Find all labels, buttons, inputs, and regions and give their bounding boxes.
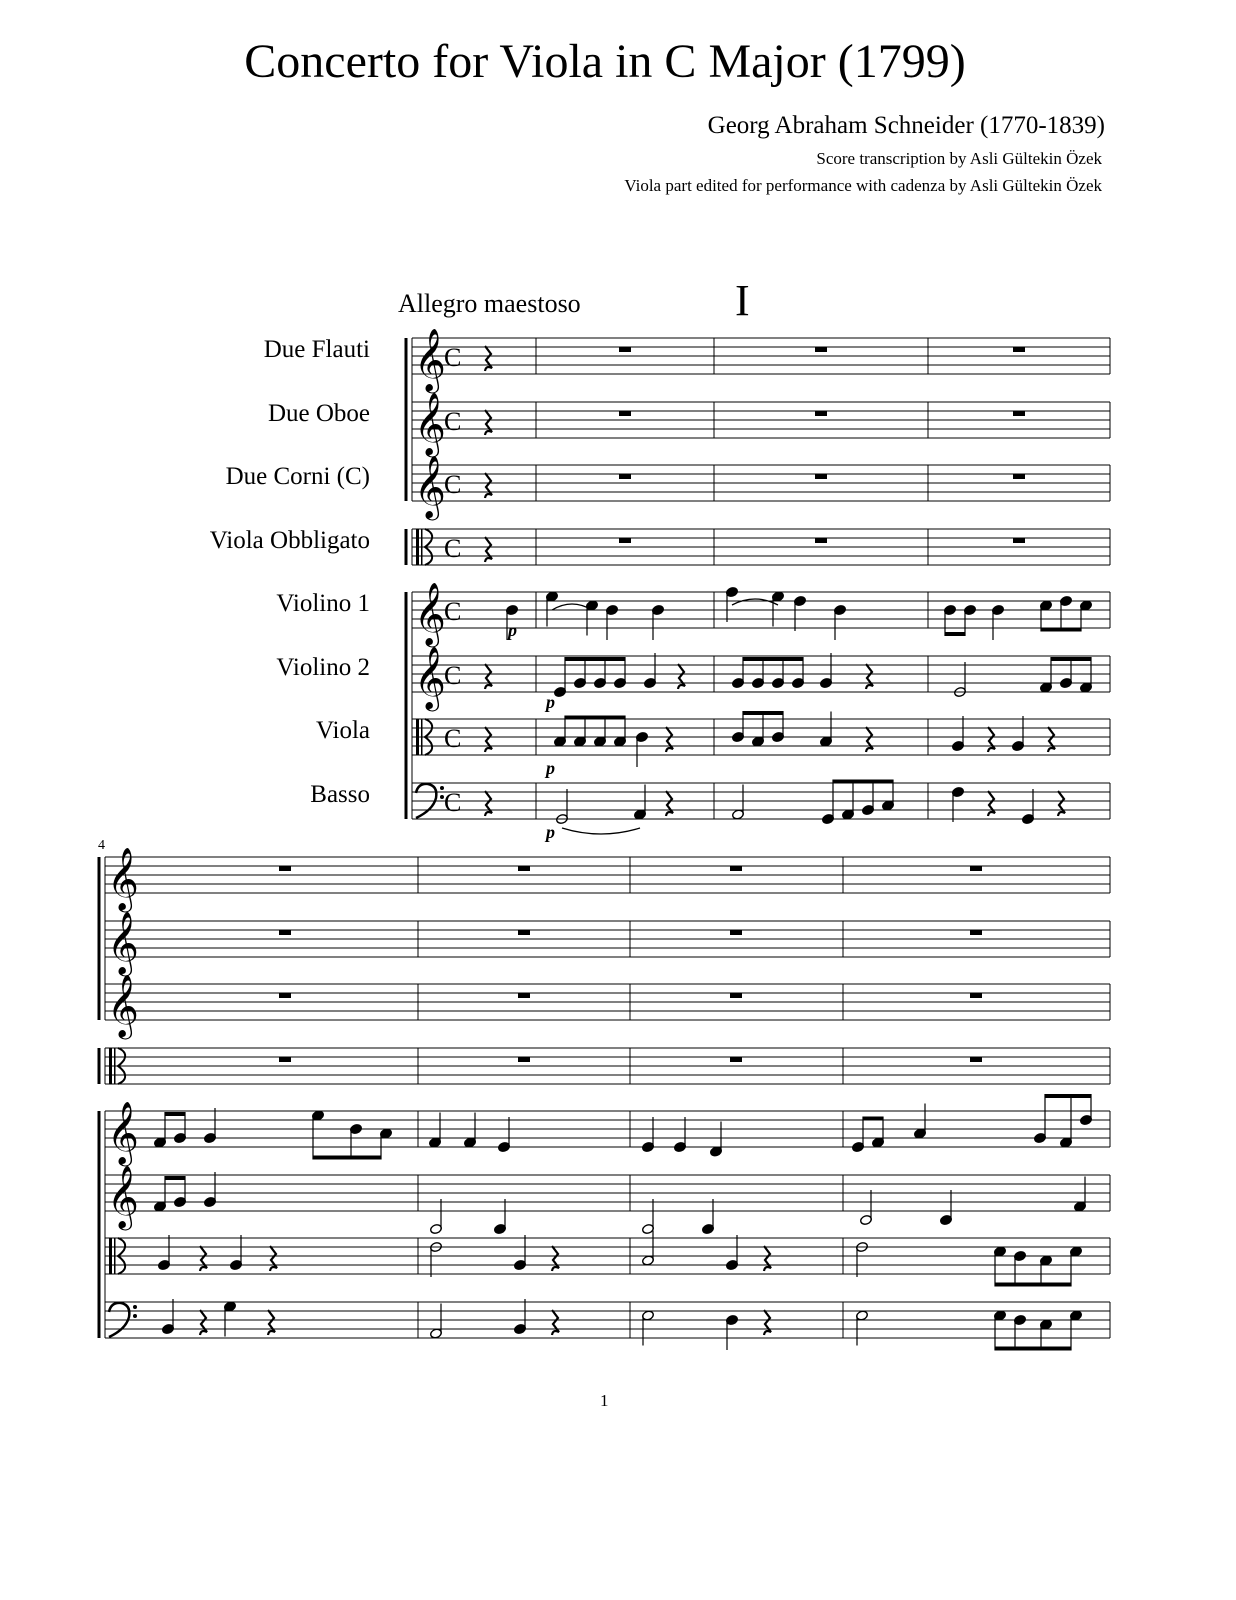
whole-rest — [1013, 347, 1025, 352]
treble-clef: 𝄞 — [107, 974, 139, 1037]
time-signature: C — [444, 343, 462, 372]
quarter-rest — [270, 1246, 277, 1271]
slur — [562, 828, 640, 834]
instrument-label-viola: Viola — [315, 717, 370, 744]
whole-rest — [730, 1057, 742, 1062]
whole-rest — [1013, 474, 1025, 479]
whole-rest — [970, 866, 982, 871]
treble-clef: 𝄞 — [414, 328, 446, 391]
time-signature: C — [444, 470, 462, 499]
whole-rest — [518, 993, 530, 998]
whole-rest — [970, 930, 982, 935]
treble-clef: 𝄞 — [414, 582, 446, 645]
quarter-rest — [200, 1310, 207, 1335]
quarter-rest — [678, 664, 685, 689]
page-number: 1 — [600, 1391, 609, 1410]
alto-clef — [421, 719, 423, 755]
bass-clef — [133, 1305, 137, 1309]
note-beam — [833, 780, 893, 784]
instrument-label-basso: Basso — [310, 781, 370, 808]
treble-clef: 𝄞 — [414, 392, 446, 455]
note-beam — [945, 632, 965, 636]
alto-clef — [114, 1238, 116, 1274]
composer-credit: Georg Abraham Schneider (1770-1839) — [707, 112, 1105, 139]
whole-rest — [815, 538, 827, 543]
note-beam — [743, 657, 803, 661]
quarter-rest — [485, 410, 492, 435]
time-signature: C — [444, 597, 462, 626]
quarter-rest — [485, 727, 492, 752]
whole-rest — [279, 866, 291, 871]
instrument-label-flauti: Due Flauti — [263, 336, 370, 363]
whole-rest — [815, 474, 827, 479]
time-signature: C — [444, 407, 462, 436]
note-beam — [313, 1156, 381, 1160]
treble-clef: 𝄞 — [414, 455, 446, 518]
whole-rest — [970, 1057, 982, 1062]
time-signature: C — [444, 724, 462, 753]
quarter-rest — [268, 1310, 275, 1335]
whole-rest — [279, 1057, 291, 1062]
whole-rest — [815, 411, 827, 416]
whole-rest — [518, 1057, 530, 1062]
quarter-rest — [866, 664, 873, 689]
alto-clef — [114, 1048, 116, 1084]
note-beam — [863, 1117, 883, 1121]
note-beam — [995, 1283, 1071, 1287]
quarter-rest — [764, 1310, 771, 1335]
alto-clef — [416, 529, 419, 565]
score-title: Concerto for Viola in C Major (1799) — [244, 35, 966, 88]
treble-clef: 𝄞 — [107, 911, 139, 974]
whole-rest — [279, 993, 291, 998]
quarter-rest — [552, 1310, 559, 1335]
time-signature: C — [444, 788, 462, 817]
alto-clef — [109, 1238, 112, 1274]
treble-clef: 𝄞 — [107, 1165, 139, 1228]
alto-clef — [416, 719, 419, 755]
quarter-rest — [485, 346, 492, 371]
whole-rest — [619, 411, 631, 416]
note-beam — [995, 1347, 1071, 1351]
movement-number: I — [735, 276, 750, 325]
note-beam — [565, 657, 625, 661]
dynamic-piano: p — [508, 620, 517, 640]
instrument-label-viola-obbligato: Viola Obbligato — [209, 527, 370, 554]
quarter-rest — [866, 727, 873, 752]
whole-rest — [518, 866, 530, 871]
dynamic-piano: p — [546, 822, 555, 842]
treble-clef: 𝄞 — [107, 847, 139, 910]
time-signature: C — [444, 534, 462, 563]
whole-rest — [619, 347, 631, 352]
treble-clef: 𝄞 — [107, 1101, 139, 1164]
whole-rest — [730, 993, 742, 998]
bass-clef — [133, 1314, 137, 1318]
quarter-rest — [666, 727, 673, 752]
note-beam — [1045, 1094, 1091, 1098]
quarter-rest — [764, 1246, 771, 1271]
note-beam — [165, 1112, 185, 1116]
whole-rest — [1013, 411, 1025, 416]
whole-rest — [730, 866, 742, 871]
dynamic-piano: p — [546, 758, 555, 778]
quarter-rest — [485, 537, 492, 562]
slur — [732, 599, 778, 605]
whole-rest — [619, 538, 631, 543]
quarter-rest — [552, 1246, 559, 1271]
alto-clef — [109, 1048, 112, 1084]
quarter-rest — [200, 1246, 207, 1271]
quarter-rest — [485, 791, 492, 816]
instrument-label-corni: Due Corni (C) — [225, 463, 370, 490]
whole-rest — [1013, 538, 1025, 543]
quarter-rest — [1048, 727, 1055, 752]
note-beam — [165, 1176, 185, 1180]
slur — [552, 604, 592, 610]
instrument-label-violino-2: Violino 2 — [276, 654, 370, 681]
whole-rest — [279, 930, 291, 935]
whole-rest — [518, 930, 530, 935]
quarter-rest — [1058, 791, 1065, 816]
treble-clef: 𝄞 — [414, 646, 446, 709]
alto-clef — [421, 529, 423, 565]
instrument-label-oboe: Due Oboe — [267, 400, 370, 427]
note-beam — [1051, 657, 1091, 661]
quarter-rest — [485, 664, 492, 689]
transcription-credit: Score transcription by Asli Gültekin Özek — [816, 149, 1102, 168]
whole-rest — [815, 347, 827, 352]
quarter-rest — [485, 473, 492, 498]
quarter-rest — [988, 791, 995, 816]
whole-rest — [619, 474, 631, 479]
quarter-rest — [988, 727, 995, 752]
whole-rest — [730, 930, 742, 935]
measure-number: 4 — [98, 838, 105, 853]
time-signature: C — [444, 661, 462, 690]
note-beam — [1041, 628, 1081, 632]
dynamic-piano: p — [546, 692, 555, 712]
quarter-rest — [666, 791, 673, 816]
tempo-marking: Allegro maestoso — [398, 289, 581, 318]
note-beam — [565, 716, 625, 720]
whole-rest — [970, 993, 982, 998]
instrument-label-violino-1: Violino 1 — [276, 590, 370, 617]
edition-credit: Viola part edited for performance with cadenza by Asli Gültekin Özek — [624, 176, 1102, 195]
note-beam — [743, 711, 783, 715]
